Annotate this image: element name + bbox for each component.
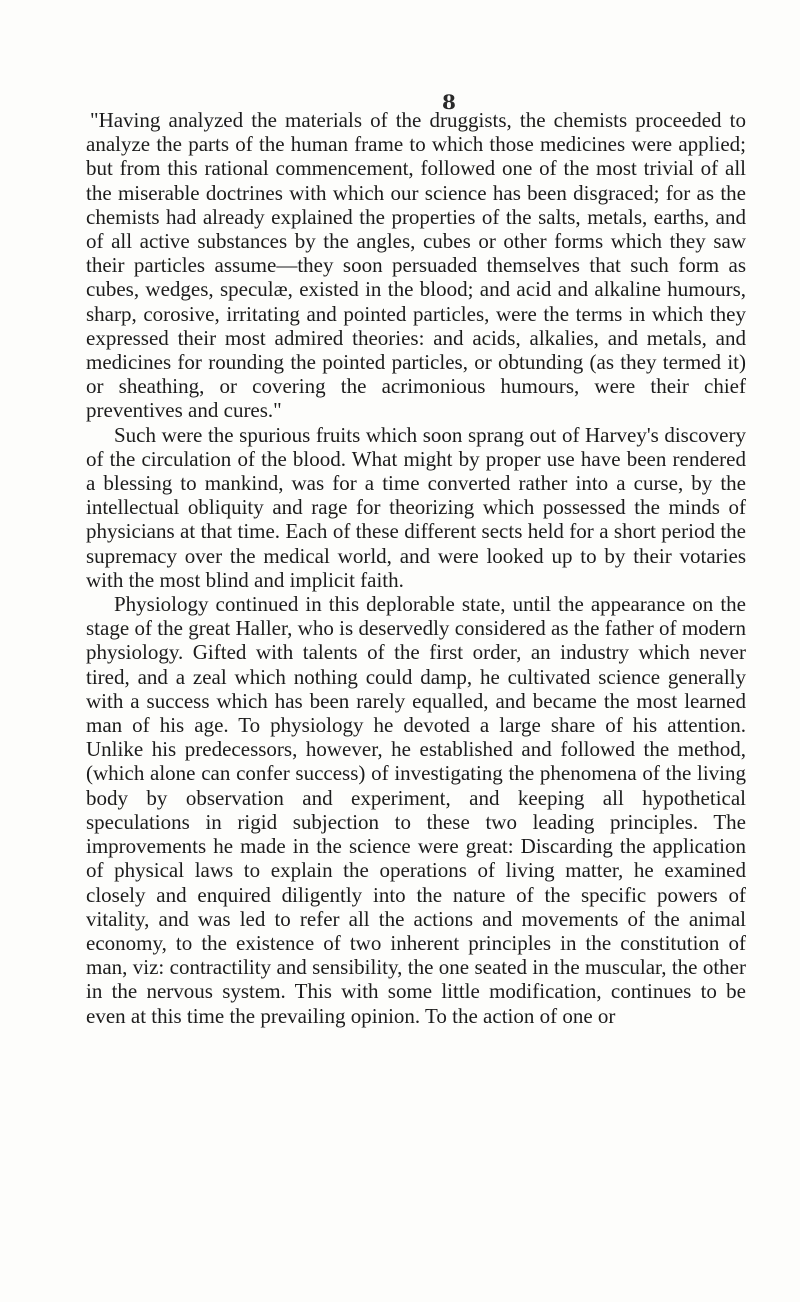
paragraph-quote: "Having analyzed the materials of the druggists, the chemists proceeded to analyze the parts of the human frame to which those medicines were applied; but from this rational commencement, followed one of the most trivial of all the miserable doctrines with which our science has been disgraced; for as the chemists had already explained the properties of the salts, metals, earths, and of all active substances by the angles, cubes or other forms which they saw their particles assume—they soon persuaded themselves that such form as cubes, wedges, speculæ, existed in the blood; and acid and alkaline humours, sharp, corosive, irritating and pointed particles, were the terms in which they expressed their most admired theories: and acids, alkalies, and metals, and medicines for rounding the pointed particles, or obtunding (as they termed it) or sheathing, or covering the acrimonious humours, were their chief preventives and cures." <box>86 108 746 423</box>
page-number: 8 <box>442 90 456 114</box>
paragraph-haller: Physiology continued in this deplorable state, until the appearance on the stage of the great Haller, who is deservedly considered as the father of modern physiology. Gifted with talents of the first order, an industry which never tired, and a zeal which nothing could damp, he cultivated science generally with a success which has been rarely equalled, and became the most learned man of his age. To physiology he devoted a large share of his attention. Unlike his predecessors, however, he established and followed the method, (which alone can confer success) of investigating the phenomena of the living body by observation and experiment, and keeping all hypothetical speculations in rigid subjection to these two leading principles. The improvements he made in the science were great: Discarding the application of physical laws to explain the operations of living matter, he examined closely and enquired diligently into the nature of the specific powers of vitality, and was led to refer all the actions and movements of the animal economy, to the existence of two inherent principles in the constitution of man, viz: contractility and sensibility, the one seated in the muscular, the other in the nervous system. This with some little modification, continues to be even at this time the prevailing opinion. To the action of one or <box>86 592 746 1028</box>
body-text <box>86 108 746 1028</box>
paragraph-harvey: Such were the spurious fruits which soon sprang out of Harvey's discovery of the circulation of the blood. What might by proper use have been rendered a blessing to mankind, was for a time converted rather into a curse, by the intellectual obliquity and rage for theorizing which possessed the minds of physicians at that time. Each of these different sects held for a short period the supremacy over the medical world, and were looked up to by their votaries with the most blind and implicit faith. <box>86 422 746 592</box>
